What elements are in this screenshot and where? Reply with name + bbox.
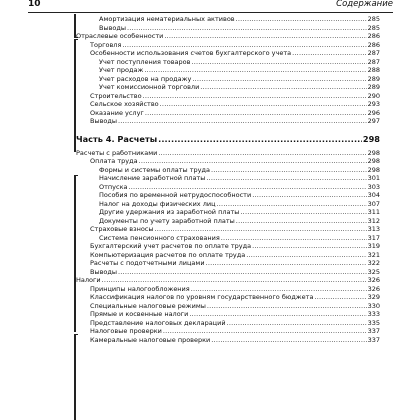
toc-entry[interactable]: Оплата труда ..... 298 (90, 157, 380, 166)
toc-entry[interactable]: Учет продаж ..... 288 (90, 66, 380, 75)
toc-entry[interactable]: Строительство ..... 290 (90, 92, 380, 101)
toc-group-depreciation (90, 15, 380, 32)
toc-entry[interactable]: Бухгалтерский учет расчетов по оплате труда ..... 319 (90, 242, 380, 251)
toc-entry[interactable]: Страховые взносы ..... 313 (90, 225, 380, 234)
page-number: 10 (28, 0, 41, 9)
toc-section-title[interactable]: Налоги ..... 326 (76, 276, 380, 285)
toc-entry[interactable]: Учет расходов на продажу ..... 289 (90, 75, 380, 84)
toc-entry[interactable]: Система пенсионного страхования ..... 317 (90, 234, 380, 243)
toc-group-employees (76, 148, 380, 277)
group-bracket (74, 175, 76, 332)
toc-section-title[interactable]: Отраслевые особенности ..... 286 (76, 32, 380, 41)
toc-entry[interactable]: Оказание услуг ..... 296 (90, 109, 380, 118)
toc-entry[interactable]: Начисление заработной платы ..... 301 (90, 174, 380, 183)
group-bracket (74, 334, 78, 335)
toc-entry[interactable]: Торговля ..... 286 (90, 41, 380, 50)
running-title: Содержание (336, 0, 393, 9)
toc-entry[interactable]: Амортизация нематериальных активов ..... 285 (90, 15, 380, 24)
toc-entry[interactable]: Классификация налогов по уровням государственного бюджета ..... 329 (90, 293, 380, 302)
toc-group-industry (76, 32, 380, 126)
toc-entry[interactable]: Учет комиссионной торговли ..... 289 (90, 83, 380, 92)
toc-entry[interactable]: Другие удержания из заработной платы ..... 311 (90, 208, 380, 217)
toc-entry[interactable]: Формы и системы оплаты труда ..... 298 (90, 166, 380, 175)
toc-entry[interactable]: Прямые и косвенные налоги ..... 333 (90, 310, 380, 319)
toc-entry[interactable]: Выводы ..... 285 (90, 24, 380, 33)
toc-section-title[interactable]: Расчеты с работниками ..... 298 (76, 149, 380, 158)
toc-entry[interactable]: Учет поступления товаров ..... 287 (90, 58, 380, 67)
toc-entry[interactable]: Выводы ..... 325 (90, 268, 380, 277)
group-bracket (74, 175, 78, 176)
toc-entry[interactable]: Выводы ..... 297 (90, 117, 380, 126)
toc-group-taxes (76, 276, 380, 344)
toc-entry[interactable]: Сельское хозяйство ..... 293 (90, 100, 380, 109)
toc-entry[interactable]: Налоговые проверки ..... 337 (90, 327, 380, 336)
toc-entry[interactable]: Компьютеризация расчетов по оплате труда ..... 321 (90, 251, 380, 260)
toc-entry[interactable]: Расчеты с подотчетными лицами ..... 322 (90, 259, 380, 268)
toc-entry[interactable]: Специальные налоговые режимы ..... 330 (90, 302, 380, 311)
toc-entry[interactable]: Принципы налогообложения ..... 326 (90, 285, 380, 294)
group-bracket (74, 334, 76, 420)
toc-entry[interactable]: Представление налоговых деклараций ..... 335 (90, 319, 380, 328)
toc-entry[interactable]: Отпуска ..... 303 (90, 183, 380, 192)
toc-part-heading[interactable]: Часть 4. Расчеты ..... 298 (76, 133, 380, 146)
toc-entry[interactable]: Налог на доходы физических лиц ..... 307 (90, 200, 380, 209)
page-header (28, 0, 393, 13)
toc-entry[interactable]: Камеральные налоговые проверки ..... 337 (90, 336, 380, 345)
toc-entry[interactable]: Документы по учету заработной платы ..... 312 (90, 217, 380, 226)
toc-entry[interactable]: Особенности использования счетов бухгалтерского учета ..... 287 (90, 49, 380, 58)
toc-entry[interactable]: Пособия по временной нетрудоспособности ..... 304 (90, 191, 380, 200)
table-of-contents (76, 15, 380, 344)
